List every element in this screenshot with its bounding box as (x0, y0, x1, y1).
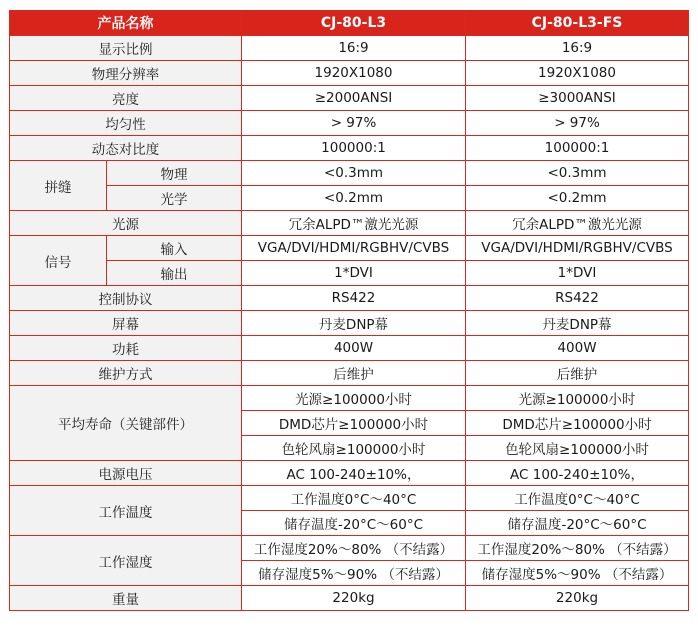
table-row (10, 311, 689, 336)
cell-value-b: 色轮风扇≥100000小时 (466, 436, 689, 461)
cell-value-b: 储存湿度5%～90% （不结露） (466, 561, 689, 586)
cell-value-a: 工作温度0°C～40°C (242, 486, 466, 511)
cell-value-a: 1920X1080 (242, 61, 466, 86)
cell-value-a: 冗余ALPD™激光光源 (242, 211, 466, 236)
cell-value-b: 光源≥100000小时 (466, 386, 689, 411)
cell-value-b: 后维护 (466, 361, 689, 386)
cell-value-b: 1*DVI (466, 261, 689, 286)
row-label: 显示比例 (10, 36, 242, 61)
cell-value-b: 储存温度-20°C～60°C (466, 511, 689, 536)
row-label: 平均寿命（关键部件） (10, 386, 242, 461)
row-sub-label: 输出 (107, 261, 242, 286)
cell-value-b: 400W (466, 336, 689, 361)
row-label: 重量 (10, 586, 242, 611)
table-row (10, 136, 689, 161)
row-label: 光源 (10, 211, 242, 236)
table-row (10, 286, 689, 311)
table-row (10, 361, 689, 386)
table-row (10, 236, 689, 261)
row-label: 均匀性 (10, 111, 242, 136)
row-group-label: 信号 (10, 236, 107, 286)
row-label: 工作湿度 (10, 536, 242, 586)
cell-value-a: 丹麦DNP幕 (242, 311, 466, 336)
row-sub-label: 物理 (107, 161, 242, 186)
table-row (10, 336, 689, 361)
cell-value-a: AC 100-240±10%， (242, 461, 466, 486)
cell-value-a: ≥2000ANSI (242, 86, 466, 111)
table-row (10, 261, 689, 286)
row-label: 功耗 (10, 336, 242, 361)
cell-value-a: DMD芯片≥100000小时 (242, 411, 466, 436)
table-row (10, 586, 689, 611)
table-row (10, 461, 689, 486)
table-row (10, 161, 689, 186)
cell-value-a: 400W (242, 336, 466, 361)
row-label: 电源电压 (10, 461, 242, 486)
header-model-a: CJ-80-L3 (242, 11, 466, 36)
cell-value-b: 工作湿度20%～80% （不结露） (466, 536, 689, 561)
row-label: 动态对比度 (10, 136, 242, 161)
cell-value-b: 工作温度0°C～40°C (466, 486, 689, 511)
row-group-label: 拼缝 (10, 161, 107, 211)
cell-value-a: <0.2mm (242, 186, 466, 211)
header-row (10, 11, 689, 36)
cell-value-b: 冗余ALPD™激光光源 (466, 211, 689, 236)
row-label: 维护方式 (10, 361, 242, 386)
table-row (10, 486, 689, 511)
cell-value-a: VGA/DVI/HDMI/RGBHV/CVBS (242, 236, 466, 261)
cell-value-a: 储存湿度5%～90% （不结露） (242, 561, 466, 586)
cell-value-b: 1920X1080 (466, 61, 689, 86)
table-row (10, 211, 689, 236)
table-row (10, 186, 689, 211)
cell-value-b: VGA/DVI/HDMI/RGBHV/CVBS (466, 236, 689, 261)
row-label: 控制协议 (10, 286, 242, 311)
cell-value-b: RS422 (466, 286, 689, 311)
cell-value-a: 后维护 (242, 361, 466, 386)
cell-value-b: 16:9 (466, 36, 689, 61)
row-sub-label: 输入 (107, 236, 242, 261)
cell-value-b: > 97% (466, 111, 689, 136)
cell-value-a: <0.3mm (242, 161, 466, 186)
row-label: 屏幕 (10, 311, 242, 336)
table-row (10, 86, 689, 111)
spec-table (9, 10, 689, 611)
table-row (10, 36, 689, 61)
cell-value-a: 1*DVI (242, 261, 466, 286)
table-row (10, 386, 689, 411)
header-model-b: CJ-80-L3-FS (466, 11, 689, 36)
row-label: 亮度 (10, 86, 242, 111)
cell-value-a: 16:9 (242, 36, 466, 61)
row-sub-label: 光学 (107, 186, 242, 211)
cell-value-b: DMD芯片≥100000小时 (466, 411, 689, 436)
cell-value-b: <0.2mm (466, 186, 689, 211)
cell-value-b: <0.3mm (466, 161, 689, 186)
table-row (10, 61, 689, 86)
cell-value-a: 工作湿度20%～80% （不结露） (242, 536, 466, 561)
cell-value-b: 100000:1 (466, 136, 689, 161)
header-product-name: 产品名称 (10, 11, 242, 36)
cell-value-b: 220kg (466, 586, 689, 611)
row-label: 物理分辨率 (10, 61, 242, 86)
cell-value-a: 220kg (242, 586, 466, 611)
cell-value-b: 丹麦DNP幕 (466, 311, 689, 336)
cell-value-a: 100000:1 (242, 136, 466, 161)
table-row (10, 111, 689, 136)
cell-value-b: AC 100-240±10%， (466, 461, 689, 486)
cell-value-a: 色轮风扇≥100000小时 (242, 436, 466, 461)
cell-value-a: RS422 (242, 286, 466, 311)
cell-value-b: ≥3000ANSI (466, 86, 689, 111)
cell-value-a: 储存温度-20°C～60°C (242, 511, 466, 536)
table-row (10, 536, 689, 561)
cell-value-a: 光源≥100000小时 (242, 386, 466, 411)
row-label: 工作温度 (10, 486, 242, 536)
cell-value-a: > 97% (242, 111, 466, 136)
